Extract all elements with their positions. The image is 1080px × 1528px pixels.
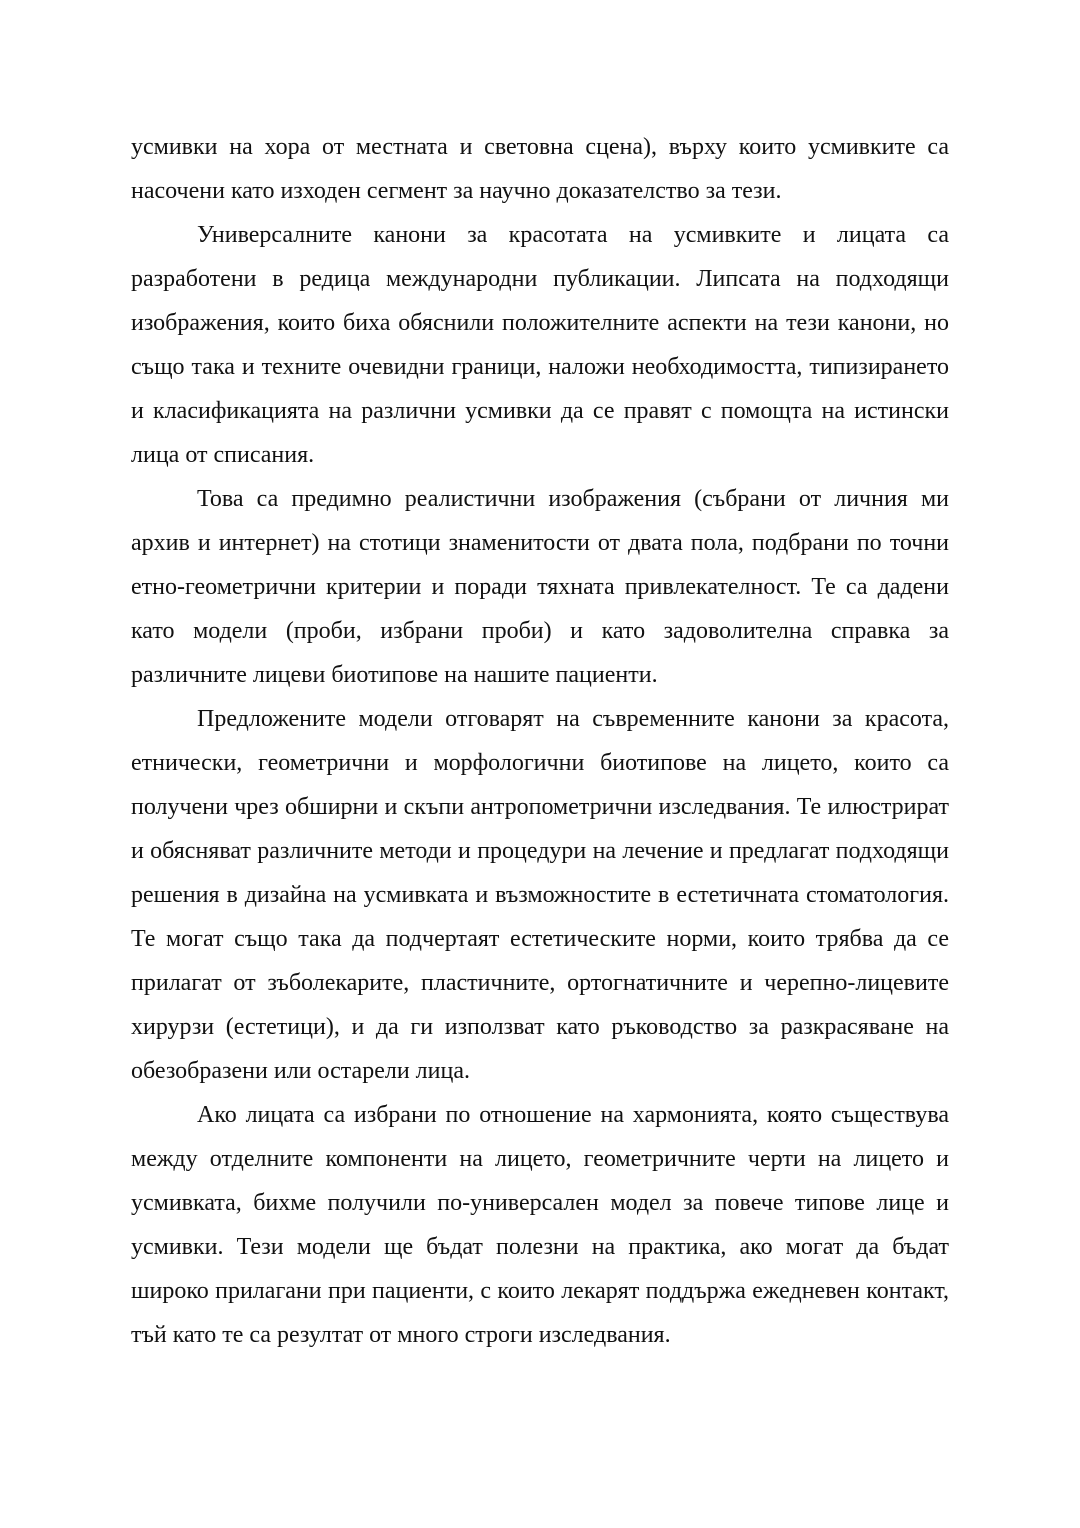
paragraph-3: Това са предимно реалистични изображения (събрани от личния ми архив и интернет) на стотици знаменитости от двата пола, подбрани по точни етно-геометрични критерии и поради тяхната привлекателност. Те са дадени като модели (проби, избрани проби) и като задоволителна справка за различните лицеви биотипове на нашите пациенти. — [131, 486, 949, 688]
paragraph-1: усмивки на хора от местната и световна сцена), върху които усмивките са насочени като изходен сегмент за научно доказателство за тези. — [131, 134, 949, 204]
body-text — [131, 125, 949, 1357]
paragraph-5: Ако лицата са избрани по отношение на хармонията, която съществува между отделните компоненти на лицето, геометричните черти на лицето и усмивката, бихме получили по-универсален модел за повече типове лице и усмивки. Тези модели ще бъдат полезни на практика, ако могат да бъдат широко прилагани при пациенти, с които лекарят поддържа ежедневен контакт, тъй като те са резултат от много строги изследвания. — [131, 1102, 949, 1348]
paragraph-2: Универсалните канони за красотата на усмивките и лицата са разработени в редица международни публикации. Липсата на подходящи изображения, които биха обяснили положителните аспекти на тези канони, но също така и техните очевидни граници, наложи необходимостта, типизирането и класификацията на различни усмивки да се правят с помощта на истински лица от списания. — [131, 222, 949, 468]
paragraph-4: Предложените модели отговарят на съвременните канони за красота, етнически, геометрични и морфологични биотипове на лицето, които са получени чрез обширни и скъпи антропометрични изследвания. Те илюстрират и обясняват различните методи и процедури на лечение и предлагат подходящи решения в дизайна на усмивката и възможностите в естетичната стоматология. Те могат също така да подчертаят естетическите норми, които трябва да се прилагат от зъболекарите, пластичните, ортогнатичните и черепно-лицевите хирурзи (естетици), и да ги използват като ръководство за разкрасяване на обезобразени или остарели лица. — [131, 706, 949, 1084]
